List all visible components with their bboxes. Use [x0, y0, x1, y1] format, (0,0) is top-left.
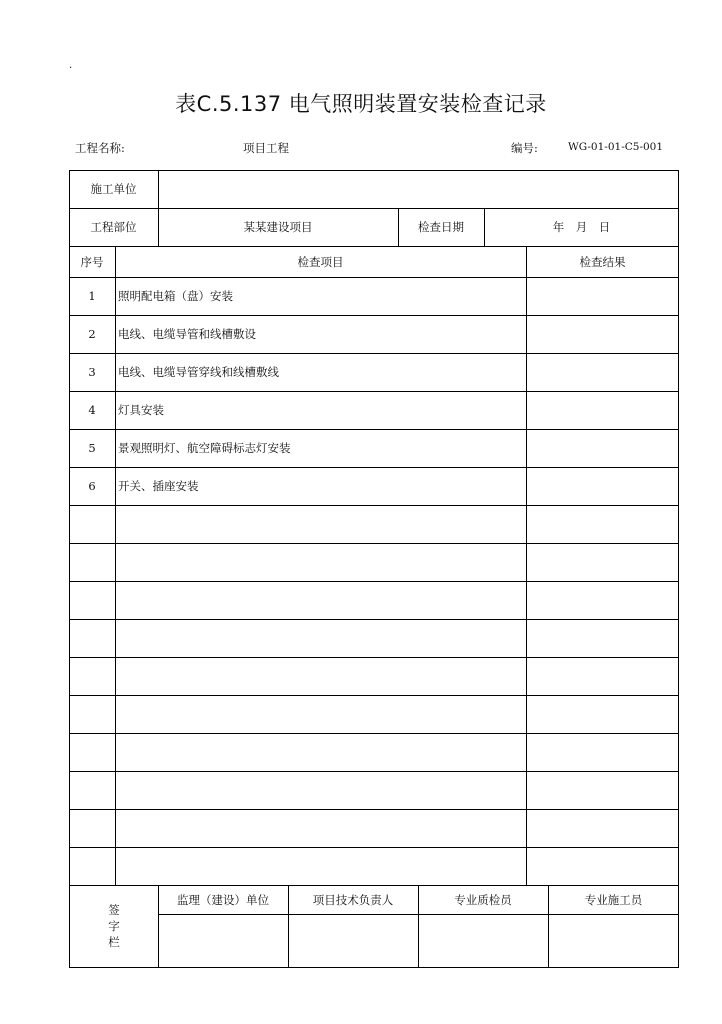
- row-seq: [69, 619, 115, 657]
- signature-role-tech-lead: 项目技术负责人: [312, 892, 394, 907]
- row-seq: [69, 543, 115, 581]
- signature-role-quality-inspector: 专业质检员: [454, 892, 512, 907]
- row-seq: 3: [88, 365, 96, 379]
- row-seq: [69, 771, 115, 809]
- row-result-field[interactable]: [526, 429, 679, 467]
- row-result-field[interactable]: [526, 353, 679, 391]
- row-result-field[interactable]: [526, 467, 679, 505]
- row-seq: 5: [88, 441, 96, 455]
- row-item: 灯具安装: [118, 403, 164, 417]
- signature-box-constructor[interactable]: [548, 914, 679, 968]
- row-seq: [69, 695, 115, 733]
- row-result-field[interactable]: [526, 581, 679, 619]
- row-seq: 4: [88, 403, 96, 417]
- row-item: [115, 695, 526, 733]
- document-title: 表C.5.137 电气照明装置安装检查记录: [175, 92, 547, 116]
- date-value[interactable]: 年 月 日: [552, 220, 611, 234]
- row-result-field[interactable]: [526, 733, 679, 771]
- row-result-field[interactable]: [526, 771, 679, 809]
- row-item: [115, 809, 526, 847]
- row-result-field[interactable]: [526, 657, 679, 695]
- row-item: [115, 771, 526, 809]
- corner-mark: ·: [69, 63, 73, 74]
- row-seq: [69, 657, 115, 695]
- signature-label-char: 签: [108, 903, 120, 917]
- row-seq: [69, 505, 115, 543]
- part-label: 工程部位: [90, 220, 137, 234]
- number-value: WG-01-01-C5-001: [568, 141, 664, 153]
- signature-box-tech-lead[interactable]: [288, 914, 418, 968]
- row-result-field[interactable]: [526, 277, 679, 315]
- row-item: 电线、电缆导管和线槽敷设: [118, 327, 256, 341]
- signature-role-supervisor: 监理（建设）单位: [177, 892, 269, 907]
- row-item: 景观照明灯、航空障碍标志灯安装: [118, 441, 291, 455]
- row-item: 开关、插座安装: [118, 479, 199, 493]
- signature-box-supervisor[interactable]: [158, 914, 288, 968]
- row-seq: [69, 581, 115, 619]
- unit-label: 施工单位: [90, 182, 137, 196]
- row-result-field[interactable]: [526, 809, 679, 847]
- row-item: [115, 619, 526, 657]
- row-result-field[interactable]: [526, 619, 679, 657]
- unit-field[interactable]: [158, 170, 679, 208]
- row-item: [115, 543, 526, 581]
- row-seq: [69, 733, 115, 771]
- row-result-field[interactable]: [526, 315, 679, 353]
- row-item: [115, 581, 526, 619]
- signature-label: [104, 902, 124, 950]
- row-result-field[interactable]: [526, 695, 679, 733]
- row-result-field[interactable]: [526, 543, 679, 581]
- project-name-value: 项目工程: [243, 141, 289, 155]
- row-seq: [69, 847, 115, 885]
- signature-label-char: 字: [108, 919, 120, 933]
- part-value[interactable]: 某某建设项目: [243, 220, 313, 234]
- project-name-label: 工程名称:: [75, 141, 125, 155]
- signature-box-quality-inspector[interactable]: [418, 914, 548, 968]
- row-item: [115, 505, 526, 543]
- row-item: [115, 847, 526, 885]
- row-item: [115, 733, 526, 771]
- row-result-field[interactable]: [526, 505, 679, 543]
- row-item: 电线、电缆导管穿线和线槽敷线: [118, 365, 279, 379]
- row-item: 照明配电箱（盘）安装: [118, 289, 233, 303]
- date-label: 检查日期: [418, 220, 464, 234]
- row-item: [115, 657, 526, 695]
- signature-role-constructor: 专业施工员: [584, 892, 643, 907]
- signature-label-char: 栏: [108, 935, 120, 949]
- row-seq: [69, 809, 115, 847]
- row-result-field[interactable]: [526, 391, 679, 429]
- row-seq: 1: [88, 289, 96, 303]
- row-seq: 6: [88, 479, 96, 493]
- column-header-seq: 序号: [80, 254, 104, 269]
- column-header-item: 检查项目: [297, 254, 344, 269]
- row-seq: 2: [88, 327, 96, 341]
- row-result-field[interactable]: [526, 847, 679, 885]
- column-header-result: 检查结果: [579, 254, 626, 269]
- number-label: 编号:: [511, 141, 538, 155]
